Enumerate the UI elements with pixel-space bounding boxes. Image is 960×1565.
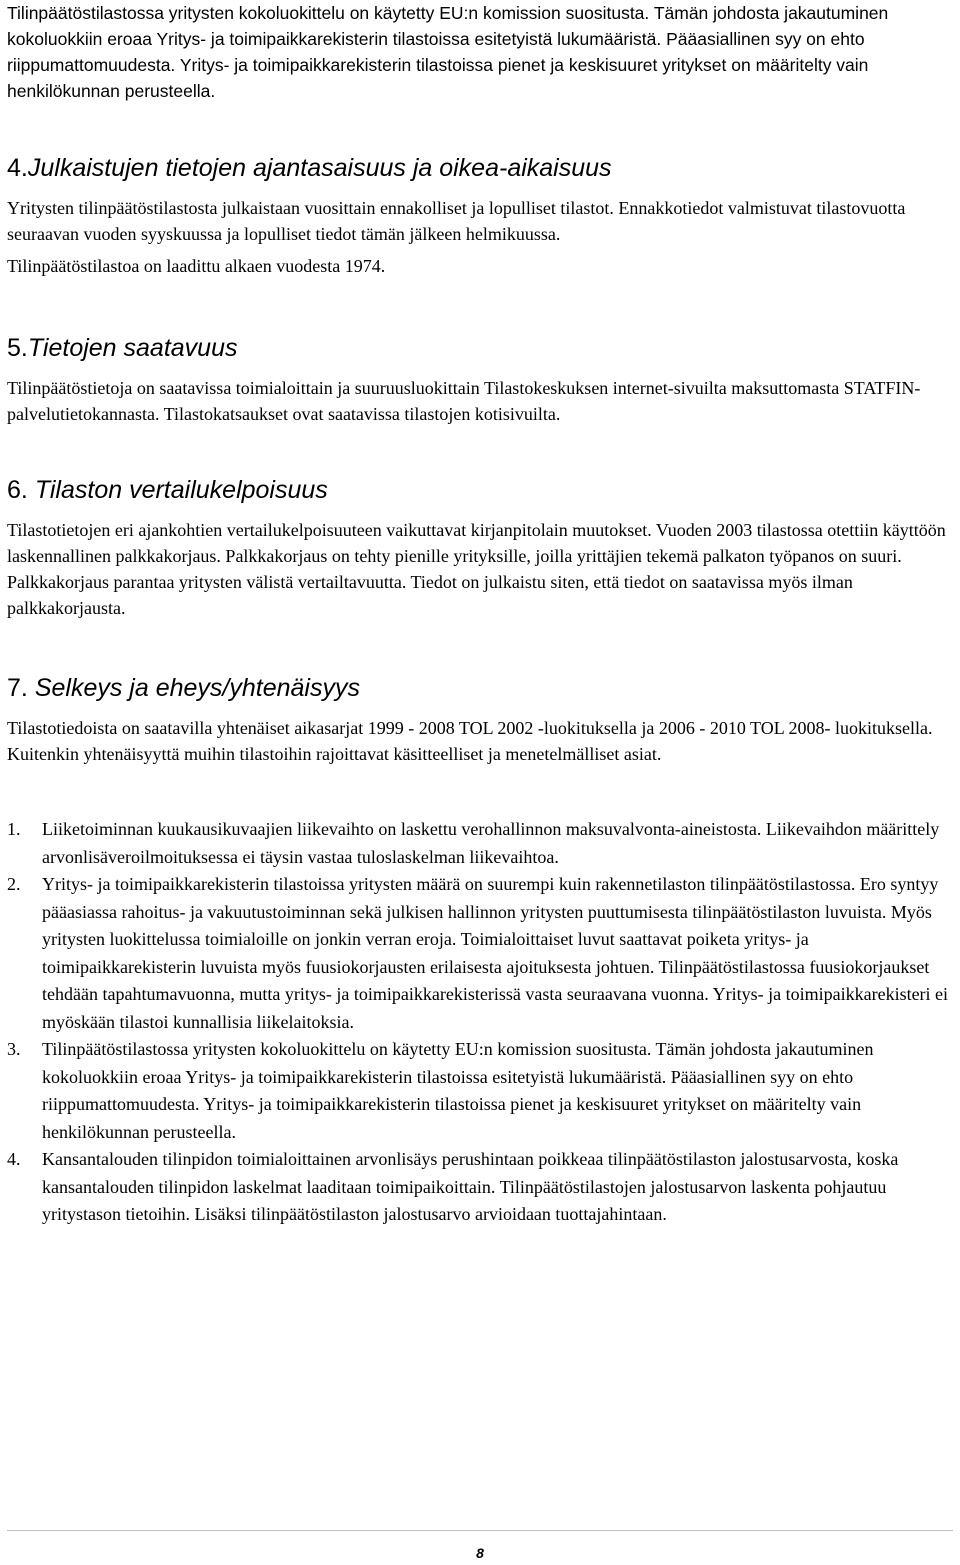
footer-divider [7,1530,953,1531]
section-4 [7,153,953,279]
section-title: Tilaston vertailukelpoisuus [34,476,328,504]
page-number: 8 [476,1545,484,1561]
section-paragraph: Tilinpäätöstilastoa on laadittu alkaen vuodesta 1974. [7,256,386,276]
section-heading [7,333,953,363]
notes-list [7,816,953,1229]
note-number: 3. [7,1039,21,1059]
section-paragraph: Tilinpäätöstietoja on saatavissa toimialoittain ja suuruusluokittain Tilastokeskuksen internet-sivuilta maksuttomasta STATFIN-palvelutietokannasta. Tilastokatsaukset ovat saatavissa tilastojen kotisivuilta. [7,378,921,424]
section-5 [7,333,953,427]
note-number: 2. [7,874,21,894]
note-item [7,1146,953,1229]
section-number: 6. [7,476,28,504]
section-number: 5. [7,334,28,362]
section-title: Tietojen saatavuus [27,334,238,362]
note-number: 4. [7,1149,21,1169]
section-title: Selkeys ja eheys/yhtenäisyys [34,674,360,702]
note-item [7,816,953,871]
section-paragraph: Tilastotietojen eri ajankohtien vertailukelpoisuuteen vaikuttavat kirjanpitolain muutokset. Vuoden 2003 tilastossa otettiin käyttöön laskennallinen palkkakorjaus. Palkkakorjaus on tehty pienille yrityksille, joilla yrittäjien tekemä palkaton työpanos on suuri. Palkkakorjaus parantaa yritysten välistä vertailtavuutta. Tiedot on julkaistu siten, että tiedot on saatavissa myös ilman palkkakorjausta. [7,520,946,618]
note-item [7,871,953,1036]
note-text: Yritys- ja toimipaikkarekisterin tilastoissa yritysten määrä on suurempi kuin rakennetilaston tilinpäätöstilastossa. Ero syntyy pääasiassa rahoitus- ja vakuutustoiminnan sekä julkisen hallinnon yritysten puuttumisesta tilinpäätöstilaston luvuista. Myös yritysten luokittelussa toimialoille on jonkin verran eroja. Toimialoittaiset luvut saattavat poiketa yritys- ja toimipaikkarekisterin luvuista myös fuusiokorjausten erilaisesta ajoituksesta johtuen. Tilinpäätöstilastossa fuusiokorjaukset tehdään tapahtumavuonna, mutta yritys- ja toimipaikkarekisterissä vasta seuraavana vuonna. Yritys- ja toimipaikkarekisteri ei myöskään tilastoi kunnallisia liikelaitoksia. [42,874,949,1032]
section-paragraph: Yritysten tilinpäätöstilastosta julkaistaan vuosittain ennakolliset ja lopulliset tilastot. Ennakkotiedot valmistuvat tilastovuotta seuraavan vuoden syyskuussa ja lopulliset tiedot tämän jälkeen helmikuussa. [7,198,906,244]
section-heading [7,673,953,703]
section-heading [7,475,953,505]
note-item [7,1036,953,1146]
section-heading [7,153,953,183]
section-title: Julkaistujen tietojen ajantasaisuus ja oikea-aikaisuus [27,154,612,182]
note-number: 1. [7,819,21,839]
section-6 [7,475,953,621]
note-text: Liiketoiminnan kuukausikuvaajien liikevaihto on laskettu verohallinnon maksuvalvonta-aineistosta. Liikevaihdon määrittely arvonlisäveroilmoituksessa ei täysin vastaa tuloslaskelman liikevaihtoa. [42,819,940,867]
section-paragraph: Tilastotiedoista on saatavilla yhtenäiset aikasarjat 1999 - 2008 TOL 2002 -luokituksella ja 2006 - 2010 TOL 2008- luokituksella. Kuitenkin yhtenäisyyttä muihin tilastoihin rajoittavat käsitteelliset ja menetelmälliset asiat. [7,718,933,764]
intro-paragraph: Tilinpäätöstilastossa yritysten kokoluokittelu on käytetty EU:n komission suositusta. Tämän johdosta jakautuminen kokoluokkiin eroaa Yritys- ja toimipaikkarekisterin tilastoissa esitetyistä lukumääristä. Pääasiallinen syy on ehto riippumattomuudesta. Yritys- ja toimipaikkarekisterin tilastoissa pienet ja keskisuuret yritykset on määritelty vain henkilökunnan perusteella. [7,3,889,101]
section-number: 4. [7,154,28,182]
note-text: Tilinpäätöstilastossa yritysten kokoluokittelu on käytetty EU:n komission suositusta. Tämän johdosta jakautuminen kokoluokkiin eroaa Yritys- ja toimipaikkarekisterin tilastoissa esitetyistä lukumääristä. Pääasiallinen syy on ehto riippumattomuudesta. Yritys- ja toimipaikkarekisterin tilastoissa pienet ja keskisuuret yritykset on määritelty vain henkilökunnan perusteella. [42,1039,874,1142]
section-number: 7. [7,674,28,702]
section-7 [7,673,953,767]
note-text: Kansantalouden tilinpidon toimialoittainen arvonlisäys perushintaan poikkeaa tilinpäätöstilaston jalostusarvosta, koska kansantalouden tilinpidon laskelmat laaditaan toimipaikoittain. Tilinpäätöstilastojen jalostusarvon laskenta pohjautuu yritystason tietoihin. Lisäksi tilinpäätöstilaston jalostusarvo arvioidaan tuottajahintaan. [42,1149,899,1224]
